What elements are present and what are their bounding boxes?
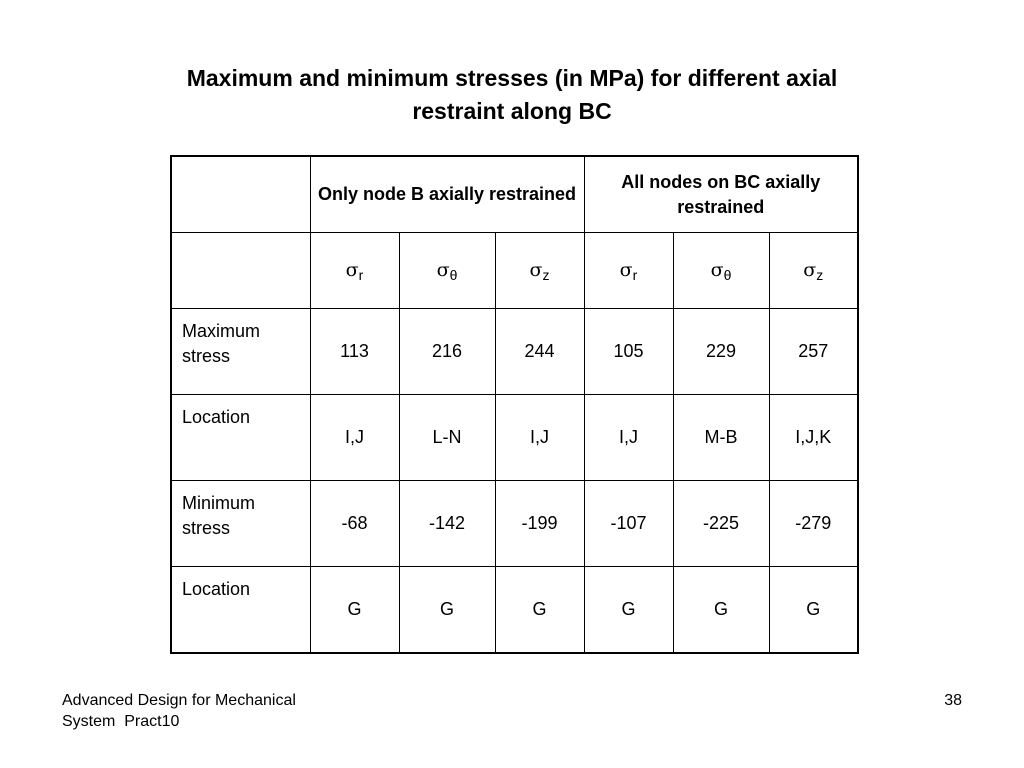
- symbol-subscript: r: [358, 266, 364, 283]
- footer-course-title: [62, 690, 296, 732]
- value-cell: -225: [673, 481, 769, 567]
- stress-table: [170, 155, 859, 654]
- table-row-min-location: [171, 567, 858, 654]
- value-cell: G: [673, 567, 769, 654]
- symbol-row: [171, 233, 858, 309]
- value-cell: G: [769, 567, 858, 654]
- slide-title: [60, 62, 964, 128]
- row-label: Minimum stress: [171, 481, 310, 567]
- value-cell: -68: [310, 481, 399, 567]
- value-cell: G: [584, 567, 673, 654]
- sigma-symbol: σ: [619, 258, 633, 281]
- value-cell: I,J: [310, 395, 399, 481]
- symbol-subscript: r: [632, 266, 638, 283]
- sigma-symbol: σ: [345, 258, 359, 281]
- symbol-cell: [399, 233, 495, 309]
- symbol-subscript: z: [816, 266, 824, 283]
- value-cell: -199: [495, 481, 584, 567]
- value-cell: 113: [310, 309, 399, 395]
- symbol-subscript: θ: [449, 266, 458, 283]
- symbol-cell: [673, 233, 769, 309]
- group-header-all-nodes: All nodes on BC axially restrained: [584, 156, 858, 233]
- footer-course-line-1: Advanced Design for Mechanical: [62, 692, 296, 709]
- value-cell: -142: [399, 481, 495, 567]
- value-cell: L-N: [399, 395, 495, 481]
- symbol-cell: [584, 233, 673, 309]
- value-cell: I,J,K: [769, 395, 858, 481]
- value-cell: 257: [769, 309, 858, 395]
- value-cell: 229: [673, 309, 769, 395]
- sigma-symbol: σ: [803, 258, 817, 281]
- value-cell: M-B: [673, 395, 769, 481]
- value-cell: I,J: [495, 395, 584, 481]
- group-header-node-b: Only node B axially restrained: [310, 156, 584, 233]
- row-label: Location: [171, 395, 310, 481]
- symbol-cell: [769, 233, 858, 309]
- value-cell: 105: [584, 309, 673, 395]
- symbol-cell: [310, 233, 399, 309]
- value-cell: G: [310, 567, 399, 654]
- table-row-min-stress: [171, 481, 858, 567]
- slide-title-line-1: Maximum and minimum stresses (in MPa) for different axial: [186, 65, 838, 91]
- value-cell: 244: [495, 309, 584, 395]
- sigma-symbol: σ: [529, 258, 543, 281]
- value-cell: G: [495, 567, 584, 654]
- corner-cell: [171, 233, 310, 309]
- value-cell: -279: [769, 481, 858, 567]
- symbol-cell: [495, 233, 584, 309]
- corner-cell: [171, 156, 310, 233]
- value-cell: -107: [584, 481, 673, 567]
- table-row-max-stress: [171, 309, 858, 395]
- sigma-symbol: σ: [710, 258, 724, 281]
- value-cell: I,J: [584, 395, 673, 481]
- slide-title-line-2: restraint along BC: [412, 98, 612, 124]
- table-header-row: [171, 156, 858, 233]
- sigma-symbol: σ: [436, 258, 450, 281]
- footer-course-line-2: System Pract10: [62, 713, 180, 730]
- value-cell: G: [399, 567, 495, 654]
- row-label: Location: [171, 567, 310, 654]
- table-row-max-location: [171, 395, 858, 481]
- symbol-subscript: θ: [723, 266, 732, 283]
- page-number: 38: [944, 692, 962, 709]
- value-cell: 216: [399, 309, 495, 395]
- row-label: Maximum stress: [171, 309, 310, 395]
- symbol-subscript: z: [542, 266, 550, 283]
